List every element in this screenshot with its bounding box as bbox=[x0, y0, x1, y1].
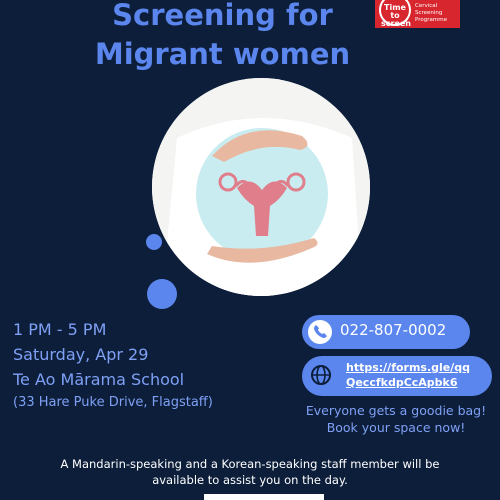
headline-line-2: Migrant women bbox=[94, 37, 351, 71]
staff-note-line-1: A Mandarin-speaking and a Korean-speaking staff member will be bbox=[60, 457, 440, 471]
logo-subtitle: Cervical Screening Programme bbox=[415, 3, 447, 23]
promo-line-2: Book your space now! bbox=[326, 420, 466, 435]
time-to-screen-logo bbox=[375, 0, 460, 28]
phone-icon bbox=[308, 320, 332, 344]
promo-line-1: Everyone gets a goodie bag! bbox=[305, 403, 487, 418]
promo-text bbox=[296, 402, 496, 436]
decorative-bubble-small bbox=[146, 234, 162, 250]
globe-icon bbox=[310, 364, 334, 388]
event-time: 1 PM - 5 PM bbox=[13, 320, 107, 339]
footer-bar bbox=[204, 494, 324, 500]
event-address: (33 Hare Puke Drive, Flagstaff) bbox=[13, 395, 213, 410]
phone-pill[interactable] bbox=[302, 315, 470, 349]
hero-illustration bbox=[152, 78, 370, 296]
logo-mark: Time to screen bbox=[379, 0, 411, 26]
phone-number[interactable]: 022-807-0002 bbox=[340, 321, 447, 339]
headline-line-1: Screening for bbox=[112, 0, 333, 32]
staff-note-line-2: available to assist you on the day. bbox=[152, 473, 348, 487]
event-date: Saturday, Apr 29 bbox=[13, 345, 149, 364]
booking-link-line-2[interactable]: QeccfkdpCcApbk6 bbox=[346, 376, 458, 389]
event-venue: Te Ao Mārama School bbox=[13, 370, 185, 389]
staff-note bbox=[20, 456, 480, 488]
decorative-bubble-large bbox=[147, 279, 177, 309]
booking-link-pill[interactable] bbox=[302, 356, 492, 396]
booking-link[interactable] bbox=[346, 360, 470, 390]
hands-uterus-illustration bbox=[152, 78, 370, 296]
booking-link-line-1[interactable]: https://forms.gle/qq bbox=[346, 361, 471, 374]
